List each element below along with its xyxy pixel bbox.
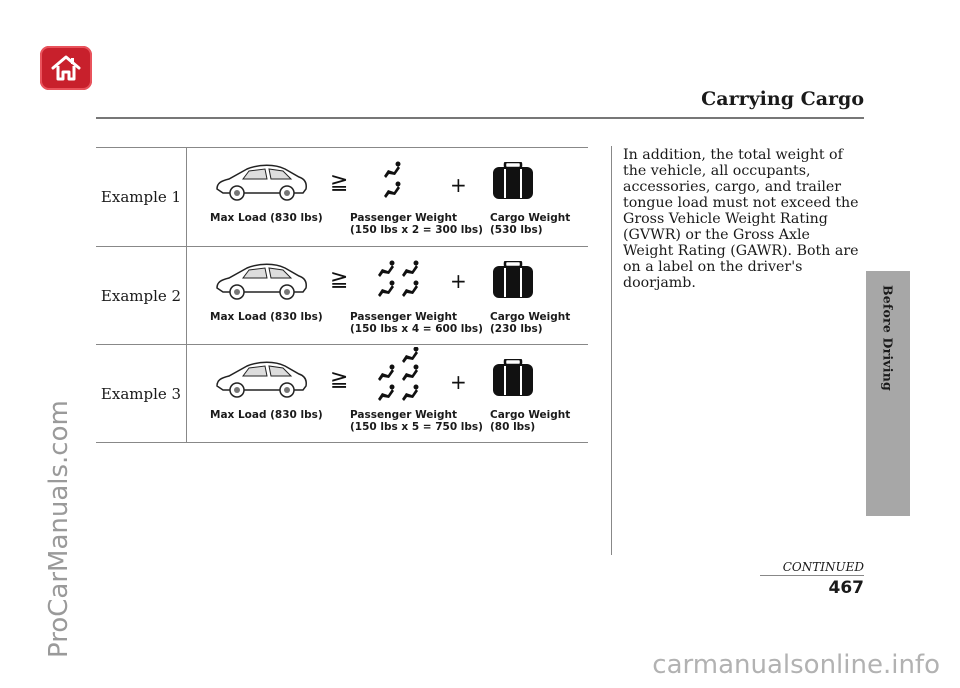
luggage-icon [492, 359, 534, 397]
passenger-weight-label: Passenger Weight [350, 212, 458, 224]
passenger-weight-value: (150 lbs x 5 = 750 lbs) [350, 421, 483, 433]
body-paragraph: In addition, the total weight of the vehicle, all occupants, accessories, cargo, and trailer tongue load must not exceed the Gross Vehicle Weight Rating (GVWR) or the Gross Axle Weight Rating (GAWR). Both are on a label on the driver's doorjamb. [623, 147, 859, 291]
max-load-caption: Max Load (830 lbs) [210, 212, 323, 224]
max-load-caption: Max Load (830 lbs) [210, 311, 323, 323]
passengers-icon [378, 347, 424, 407]
greater-equal-symbol: ≧ [330, 170, 349, 195]
plus-symbol: + [450, 370, 467, 394]
passenger-weight-value: (150 lbs x 2 = 300 lbs) [350, 224, 483, 236]
page-number: 467 [828, 578, 864, 598]
left-watermark-text: ProCarManuals.com [44, 400, 74, 658]
load-examples-table [96, 147, 588, 443]
bottom-watermark: carmanualsonline.info [652, 650, 940, 680]
column-divider [611, 146, 612, 555]
car-icon [213, 260, 309, 302]
side-tab-label: Before Driving [880, 285, 896, 391]
cargo-weight-caption [490, 212, 570, 236]
cargo-weight-label: Cargo Weight [490, 409, 571, 421]
home-icon [50, 54, 82, 82]
example-label: Example 3 [96, 345, 187, 443]
plus-symbol: + [450, 173, 467, 197]
passenger-weight-label: Passenger Weight [350, 409, 458, 421]
example-row-2 [96, 246, 588, 345]
luggage-icon [492, 162, 534, 200]
section-title: Carrying Cargo [701, 88, 864, 110]
cargo-weight-label: Cargo Weight [490, 311, 571, 323]
cargo-weight-caption [490, 311, 570, 335]
passengers-icon [378, 160, 418, 202]
cargo-weight-value: (80 lbs) [490, 421, 536, 433]
title-divider [96, 117, 864, 119]
passenger-weight-value: (150 lbs x 4 = 600 lbs) [350, 323, 483, 335]
example-row-1 [96, 148, 588, 246]
cargo-weight-caption [490, 409, 570, 433]
plus-symbol: + [450, 269, 467, 293]
greater-equal-symbol: ≧ [330, 367, 349, 392]
car-icon [213, 161, 309, 203]
side-tab-label-wrap [866, 285, 910, 405]
car-icon [213, 358, 309, 400]
home-button[interactable] [40, 46, 92, 90]
footer-divider [760, 575, 864, 576]
passenger-weight-caption [350, 409, 483, 433]
luggage-icon [492, 261, 534, 299]
cargo-weight-value: (230 lbs) [490, 323, 543, 335]
cargo-weight-value: (530 lbs) [490, 224, 543, 236]
example-row-3 [96, 344, 588, 443]
passengers-icon [378, 259, 424, 301]
max-load-caption: Max Load (830 lbs) [210, 409, 323, 421]
continued-label: CONTINUED [782, 560, 864, 574]
passenger-weight-label: Passenger Weight [350, 311, 458, 323]
passenger-weight-caption [350, 311, 483, 335]
cargo-weight-label: Cargo Weight [490, 212, 571, 224]
passenger-weight-caption [350, 212, 483, 236]
greater-equal-symbol: ≧ [330, 267, 349, 292]
example-label: Example 2 [96, 247, 187, 345]
example-label: Example 1 [96, 148, 187, 246]
